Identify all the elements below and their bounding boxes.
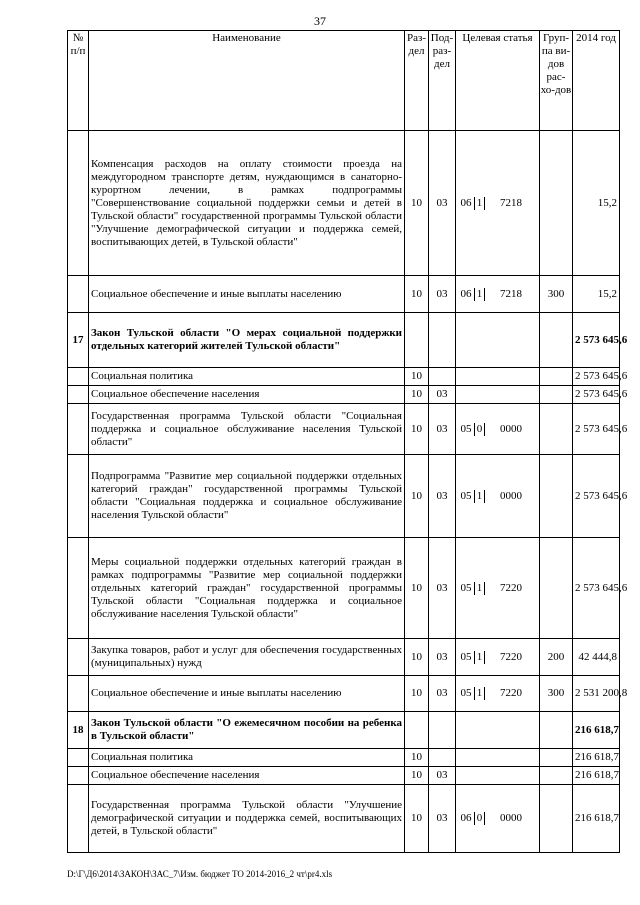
row-name: Социальное обеспечение населения xyxy=(89,386,405,404)
row-celevaya xyxy=(456,313,540,368)
row-num xyxy=(68,131,89,276)
row-podrazdel: 03 xyxy=(429,404,456,455)
row-celevaya-subprogram: 1 xyxy=(475,197,485,210)
row-celevaya xyxy=(456,639,540,676)
row-num: 18 xyxy=(68,712,89,749)
row-celevaya-direction: 0000 xyxy=(500,489,522,502)
row-celevaya xyxy=(456,386,540,404)
row-podrazdel: 03 xyxy=(429,785,456,853)
table-row xyxy=(68,455,620,538)
row-celevaya-subprogram: 1 xyxy=(475,687,485,700)
row-celevaya xyxy=(456,767,540,785)
row-celevaya-subprogram: 0 xyxy=(475,812,485,825)
row-podrazdel xyxy=(429,368,456,386)
row-podrazdel: 03 xyxy=(429,639,456,676)
row-num xyxy=(68,785,89,853)
row-name: Закупка товаров, работ и услуг для обеспечения государственных (муниципальных) нужд xyxy=(89,639,405,676)
row-gruppa: 300 xyxy=(540,676,573,712)
row-gruppa xyxy=(540,538,573,639)
row-gruppa xyxy=(540,404,573,455)
row-celevaya-subprogram: 1 xyxy=(475,490,485,503)
row-amount: 15,2 xyxy=(573,131,620,276)
row-celevaya-direction: 7220 xyxy=(500,581,522,594)
row-celevaya-subprogram: 0 xyxy=(475,423,485,436)
table-row xyxy=(68,767,620,785)
row-amount: 15,2 xyxy=(573,276,620,313)
row-num xyxy=(68,386,89,404)
header-gruppa: Груп-па ви-дов рас-хо-дов xyxy=(540,31,573,131)
table-row xyxy=(68,131,620,276)
row-razdel: 10 xyxy=(405,276,429,313)
row-celevaya-program: 05 xyxy=(458,423,475,436)
row-celevaya-program: 06 xyxy=(458,288,475,301)
row-gruppa: 300 xyxy=(540,276,573,313)
row-celevaya-subprogram: 1 xyxy=(475,651,485,664)
row-name: Социальное обеспечение населения xyxy=(89,767,405,785)
row-celevaya xyxy=(456,455,540,538)
row-num xyxy=(68,368,89,386)
table-row xyxy=(68,386,620,404)
row-name: Закон Тульской области "О мерах социальной поддержки отдельных категорий жителей Тульской области" xyxy=(89,313,405,368)
row-razdel: 10 xyxy=(405,455,429,538)
row-name: Социальная политика xyxy=(89,368,405,386)
row-num xyxy=(68,639,89,676)
row-razdel xyxy=(405,313,429,368)
table-row xyxy=(68,538,620,639)
row-razdel: 10 xyxy=(405,639,429,676)
row-celevaya-program: 05 xyxy=(458,490,475,503)
row-celevaya xyxy=(456,368,540,386)
row-celevaya-direction: 0000 xyxy=(500,422,522,435)
row-name: Социальное обеспечение и иные выплаты населению xyxy=(89,676,405,712)
row-razdel: 10 xyxy=(405,767,429,785)
row-celevaya-direction: 7220 xyxy=(500,650,522,663)
row-amount: 2 573 645,6 xyxy=(573,313,620,368)
row-celevaya-program: 06 xyxy=(458,197,475,210)
row-celevaya xyxy=(456,676,540,712)
row-amount: 2 531 200,8 xyxy=(573,676,620,712)
row-num xyxy=(68,276,89,313)
row-celevaya-program: 05 xyxy=(458,651,475,664)
row-celevaya xyxy=(456,538,540,639)
row-razdel: 10 xyxy=(405,785,429,853)
row-podrazdel: 03 xyxy=(429,767,456,785)
table-row xyxy=(68,368,620,386)
row-celevaya xyxy=(456,749,540,767)
row-celevaya xyxy=(456,712,540,749)
table-header-row xyxy=(68,31,620,131)
row-podrazdel: 03 xyxy=(429,538,456,639)
row-amount: 216 618,7 xyxy=(573,767,620,785)
table-body xyxy=(68,131,628,853)
row-amount: 2 573 645,6 xyxy=(573,538,620,639)
row-celevaya xyxy=(456,404,540,455)
row-name: Социальная политика xyxy=(89,749,405,767)
table-row xyxy=(68,639,620,676)
header-num: № п/п xyxy=(68,31,89,131)
row-num xyxy=(68,767,89,785)
header-celevaya: Целевая статья xyxy=(456,31,540,131)
row-razdel: 10 xyxy=(405,676,429,712)
row-num xyxy=(68,749,89,767)
row-gruppa xyxy=(540,386,573,404)
row-celevaya-subprogram: 1 xyxy=(475,582,485,595)
row-amount: 2 573 645,6 xyxy=(573,455,620,538)
row-gruppa: 200 xyxy=(540,639,573,676)
table-row xyxy=(68,276,620,313)
row-amount: 2 573 645,6 xyxy=(573,404,620,455)
row-amount: 216 618,7 xyxy=(573,749,620,767)
header-razdel: Раз-дел xyxy=(405,31,429,131)
row-podrazdel: 03 xyxy=(429,386,456,404)
row-celevaya-direction: 0000 xyxy=(500,812,522,824)
row-name: Государственная программа Тульской области "Улучшение демографической ситуации и поддержка семей, воспитывающих детей, в Тульской области" xyxy=(89,785,405,853)
row-podrazdel xyxy=(429,749,456,767)
row-amount: 216 618,7 xyxy=(573,785,620,853)
row-gruppa xyxy=(540,313,573,368)
row-podrazdel: 03 xyxy=(429,455,456,538)
header-podrazdel: Под-раз-дел xyxy=(429,31,456,131)
row-razdel xyxy=(405,712,429,749)
row-razdel: 10 xyxy=(405,131,429,276)
row-celevaya xyxy=(456,131,540,276)
table-row xyxy=(68,785,620,853)
row-name: Меры социальной поддержки отдельных категорий граждан в рамках подпрограммы "Развитие мер социальной поддержки отдельных категорий граждан" государственной программы Тульской области "Социальная поддержка и социальное обслуживание населения Тульской области" xyxy=(89,538,405,639)
header-year: 2014 год xyxy=(573,31,620,131)
table-row xyxy=(68,712,620,749)
row-celevaya-direction: 7218 xyxy=(500,287,522,300)
row-podrazdel: 03 xyxy=(429,131,456,276)
row-gruppa xyxy=(540,131,573,276)
table-row xyxy=(68,313,620,368)
row-celevaya-direction: 7220 xyxy=(500,687,522,699)
row-gruppa xyxy=(540,455,573,538)
row-gruppa xyxy=(540,368,573,386)
row-num: 17 xyxy=(68,313,89,368)
row-razdel: 10 xyxy=(405,538,429,639)
file-path-footer: D:\Г\Д6\2014\ЗАКОН\ЗАС_7\Изм. бюджет ТО 2014-2016_2 чт\pr4.xls xyxy=(67,869,333,879)
table-row xyxy=(68,404,620,455)
row-gruppa xyxy=(540,767,573,785)
row-celevaya-program: 06 xyxy=(458,812,475,825)
row-name: Закон Тульской области "О ежемесячном пособии на ребенка в Тульской области" xyxy=(89,712,405,749)
row-podrazdel: 03 xyxy=(429,676,456,712)
row-num xyxy=(68,538,89,639)
budget-table xyxy=(67,30,628,853)
header-name: Наименование xyxy=(89,31,405,131)
row-gruppa xyxy=(540,785,573,853)
row-podrazdel xyxy=(429,712,456,749)
row-name: Государственная программа Тульской области "Социальная поддержка и социальное обслуживание населения Тульской области" xyxy=(89,404,405,455)
row-celevaya-program: 05 xyxy=(458,582,475,595)
row-podrazdel: 03 xyxy=(429,276,456,313)
row-amount: 2 573 645,6 xyxy=(573,368,620,386)
row-razdel: 10 xyxy=(405,386,429,404)
row-celevaya-program: 05 xyxy=(458,687,475,700)
row-amount: 2 573 645,6 xyxy=(573,386,620,404)
row-celevaya xyxy=(456,276,540,313)
row-name: Компенсация расходов на оплату стоимости проезда на междугородном транспорте детям, нуждающимся в санаторно-курортном лечении, в рамках подпрограммы "Совершенствование социальной поддержки семьи и детей в Тульской области" государственной программы Тульской области "Улучшение демографической ситуации и поддержка семей, воспитывающих детей, в Тульской области" xyxy=(89,131,405,276)
row-name: Подпрограмма "Развитие мер социальной поддержки отдельных категорий граждан" государственной программы Тульской области "Социальная поддержка и социальное обслуживание населения Тульской области" xyxy=(89,455,405,538)
row-num xyxy=(68,676,89,712)
row-amount: 216 618,7 xyxy=(573,712,620,749)
row-gruppa xyxy=(540,749,573,767)
page-number: 37 xyxy=(314,14,326,28)
row-razdel: 10 xyxy=(405,368,429,386)
row-razdel: 10 xyxy=(405,404,429,455)
row-gruppa xyxy=(540,712,573,749)
row-amount: 42 444,8 xyxy=(573,639,620,676)
row-celevaya-direction: 7218 xyxy=(500,196,522,209)
row-name: Социальное обеспечение и иные выплаты населению xyxy=(89,276,405,313)
table-row xyxy=(68,676,620,712)
row-celevaya xyxy=(456,785,540,853)
row-num xyxy=(68,455,89,538)
row-razdel: 10 xyxy=(405,749,429,767)
row-num xyxy=(68,404,89,455)
row-celevaya-subprogram: 1 xyxy=(475,288,485,301)
row-podrazdel xyxy=(429,313,456,368)
table-row xyxy=(68,749,620,767)
